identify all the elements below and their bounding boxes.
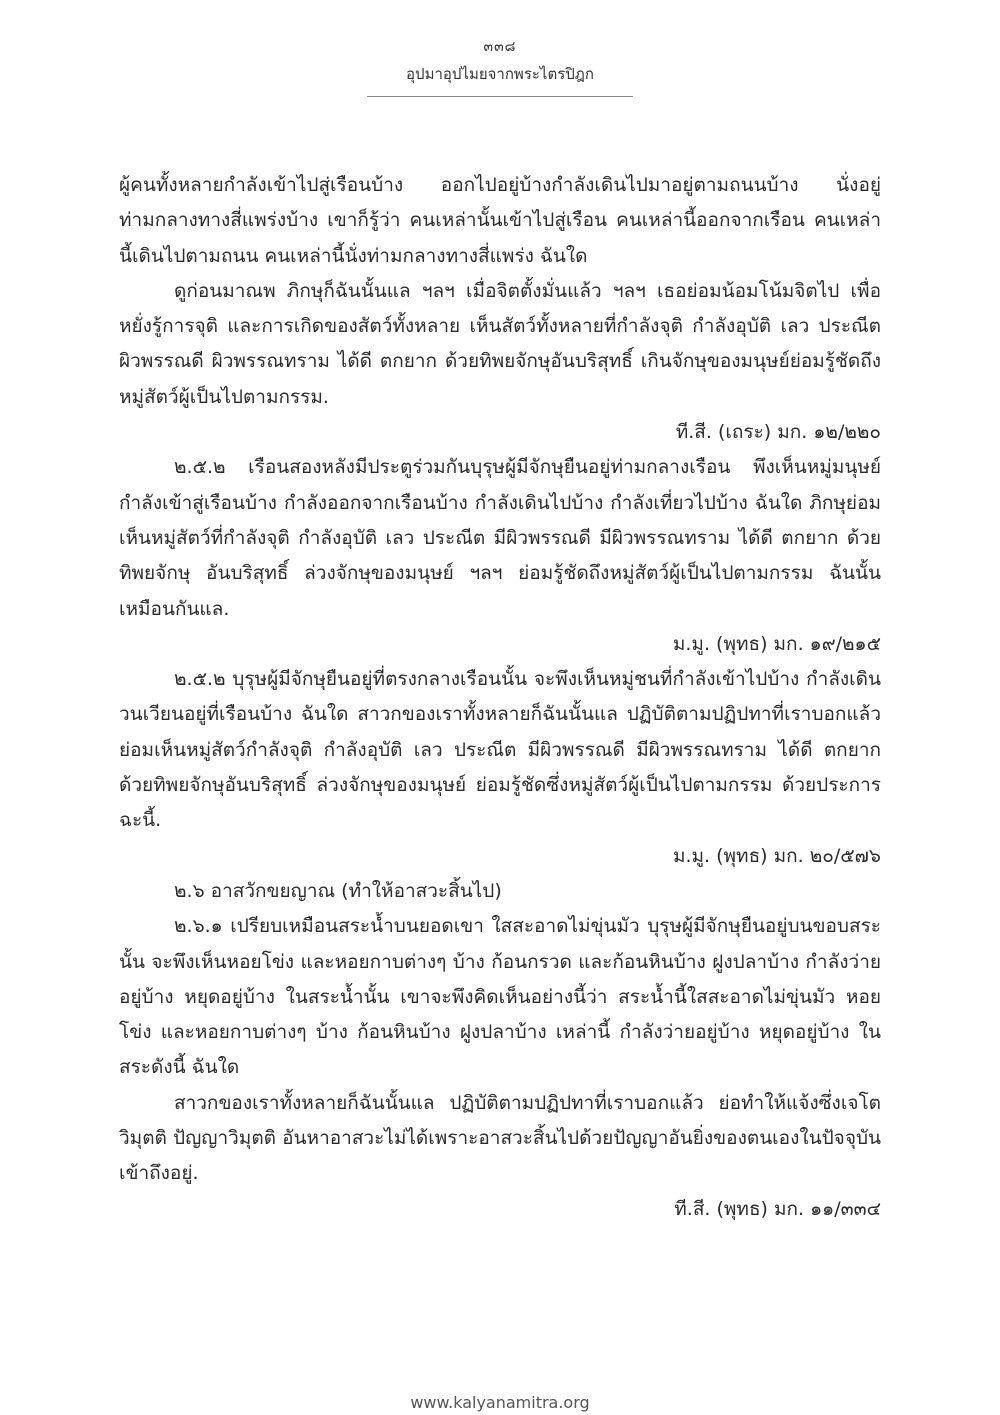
paragraph-mountain-lake: ๒.๖.๑ เปรียบเหมือนสระน้ำบนยอดเขา ใสสะอาดไม่ขุ่นมัว บุรุษผู้มีจักษุยืนอยู่บนขอบสระนั้น จะพึงเห็นหอยโข่ง และหอยกาบต่างๆ บ้าง ก้อนกรวด และก้อนหินบ้าง ฝูงปลาบ้าง กำลังว่ายอยู่บ้าง หยุดอยู่บ้าง ในสระน้ำนั้น เขาจะพึงคิดเห็นอย่างนี้ว่า สระน้ำนี้ใสสะอาดไม่ขุ่นมัว หอยโข่ง และหอยกาบต่างๆ บ้าง ก้อนหินบ้าง ฝูงปลาบ้าง เหล่านี้ กำลังว่ายอยู่บ้าง หยุดอยู่บ้าง ในสระดังนี้ ฉันใด (119, 915, 881, 1079)
page-number: ๓๓๘ (483, 39, 517, 55)
scripture-reference: ที.สี. (พุทธ) มก. ๑๑/๓๓๔ (674, 1197, 881, 1220)
footer-website: www.kalyanamitra.org (410, 1393, 590, 1412)
page-body (119, 168, 881, 1227)
section-heading: ๒.๖ อาสวักขยญาณ (ทำให้อาสวะสิ้นไป) (174, 879, 502, 902)
scripture-reference: ที.สี. (เถระ) มก. ๑๒/๒๒๐ (675, 421, 881, 444)
paragraph-monk-divine-eye: ดูก่อนมาณพ ภิกษุก็ฉันนั้นแล ฯลฯ เมื่อจิตตั้งมั่นแล้ว ฯลฯ เธอย่อมน้อมโน้มจิตไป เพื่อหยั่งรู้การจุติ และการเกิดของสัตว์ทั้งหลาย เห็นสัตว์ทั้งหลายที่กำลังจุติ กำลังอุบัติ เลว ประณีต ผิวพรรณดี ผิวพรรณทราม ได้ดี ตกยาก ด้วยทิพยจักษุอันบริสุทธิ์ เกินจักษุของมนุษย์ย่อมรู้ชัดถึงหมู่สัตว์ผู้เป็นไปตามกรรม. (119, 279, 881, 408)
book-title: อุปมาอุปไมยจากพระไตรปิฎก (406, 65, 594, 83)
paragraph-man-in-house: ๒.๕.๒ บุรุษผู้มีจักษุยืนอยู่ที่ตรงกลางเรือนนั้น จะพึงเห็นหมู่ชนที่กำลังเข้าไปบ้าง กำลังเดินวนเวียนอยู่ที่เรือนบ้าง ฉันใด สาวกของเราทั้งหลายก็ฉันนั้นแล ปฏิบัติตามปฏิปทาที่เราบอกแล้ว ย่อมเห็นหมู่สัตว์กำลังจุติ กำลังอุบัติ เลว ประณีต มีผิวพรรณดี มีผิวพรรณทราม ได้ดี ตกยาก ด้วยทิพยจักษุอันบริสุทธิ์ ล่วงจักษุของมนุษย์ ย่อมรู้ชัดซึ่งหมู่สัตว์ผู้เป็นไปตามกรรม ด้วยประการฉะนี้. (119, 668, 881, 832)
scripture-reference: ม.มู. (พุทธ) มก. ๑๙/๒๑๕ (672, 632, 881, 655)
paragraph-two-houses: ๒.๕.๒ เรือนสองหลังมีประตูร่วมกันบุรุษผู้มีจักษุยืนอยู่ท่ามกลางเรือน พึงเห็นหมู่มนุษย์กำลังเข้าสู่เรือนบ้าง กำลังออกจากเรือนบ้าง กำลังเดินไปบ้าง กำลังเที่ยวไปบ้าง ฉันใด ภิกษุย่อมเห็นหมู่สัตว์ที่กำลังจุติ กำลังอุบัติ เลว ประณีต มีผิวพรรณดี มีผิวพรรณทราม ได้ดี ตกยาก ด้วยทิพยจักษุ อันบริสุทธิ์ ล่วงจักษุของมนุษย์ ฯลฯ ย่อมรู้ชัดถึงหมู่สัตว์ผู้เป็นไปตามกรรม ฉันนั้นเหมือนกันแล. (119, 456, 881, 620)
scripture-reference: ม.มู. (พุทธ) มก. ๒๐/๕๗๖ (672, 844, 881, 867)
paragraph-disciples: สาวกของเราทั้งหลายก็ฉันนั้นแล ปฏิบัติตามปฏิปทาที่เราบอกแล้ว ย่อทำให้แจ้งซึ่งเจโตวิมุตติ ปัญญาวิมุตติ อันหาอาสวะไม่ได้เพราะอาสวะสิ้นไปด้วยปัญญาอันยิ่งของตนเองในปัจจุบันเข้าถึงอยู่. (119, 1091, 881, 1185)
paragraph-continuation: ผู้คนทั้งหลายกำลังเข้าไปสู่เรือนบ้าง ออกไปอยู่บ้างกำลังเดินไปมาอยู่ตามถนนบ้าง นั่งอยู่ท่ามกลางทางสี่แพร่งบ้าง เขาก็รู้ว่า คนเหล่านั้นเข้าไปสู่เรือน คนเหล่านี้ออกจากเรือน คนเหล่านี้เดินไปตามถนน คนเหล่านี้นั่งท่ามกลางทางสี่แพร่ง ฉันใด (119, 174, 881, 267)
header-divider (367, 96, 633, 97)
page-header (0, 38, 1000, 97)
